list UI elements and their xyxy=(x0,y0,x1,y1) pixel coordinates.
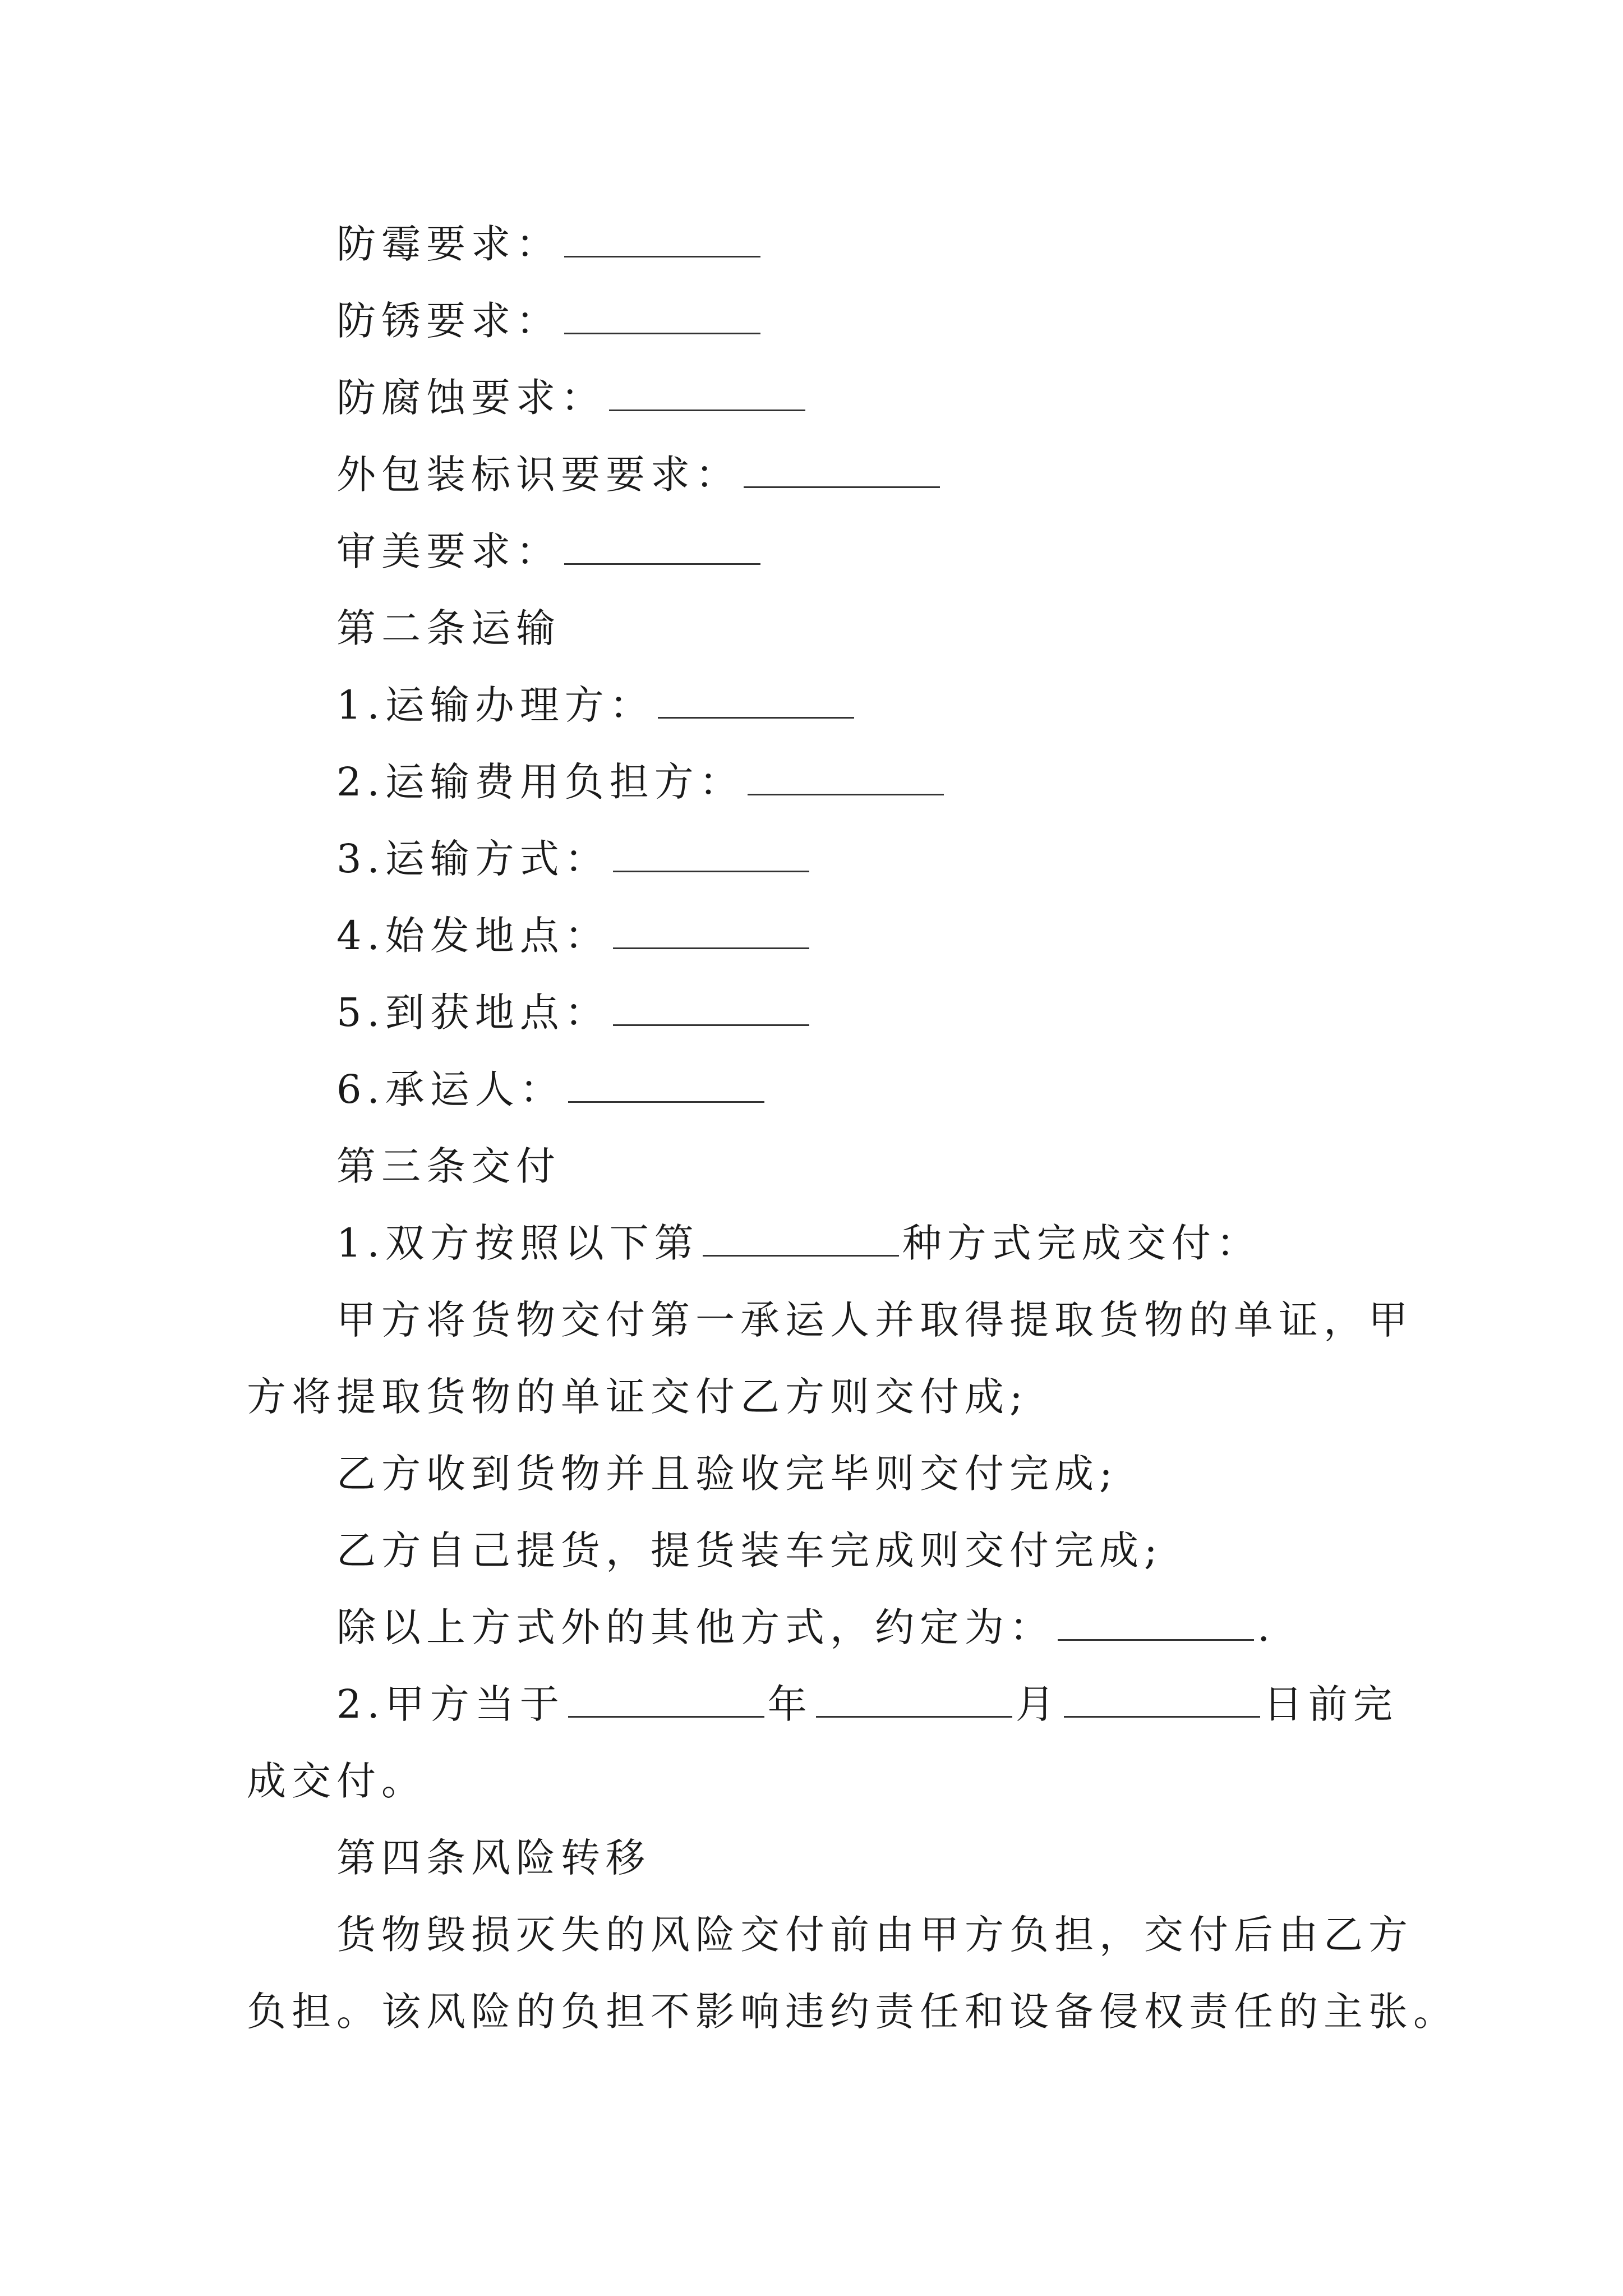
label-rust: 防锈要求： xyxy=(336,298,561,344)
paragraph-text: 甲方将货物交付第一承运人并取得提取货物的单证，甲 xyxy=(336,1297,1413,1343)
origin-place xyxy=(336,910,1469,961)
destination-place xyxy=(336,987,1469,1038)
day-label: 日前完 xyxy=(1263,1681,1398,1727)
paragraph-line xyxy=(247,1756,1380,1806)
requirement-mildew xyxy=(336,219,1469,269)
label-text: 1.运输办理方： xyxy=(336,682,654,728)
paragraph-line xyxy=(247,1372,1380,1422)
transport-method xyxy=(336,834,1469,884)
delivery-date xyxy=(336,1679,1469,1729)
paragraph-line xyxy=(336,1448,1469,1499)
blank-day[interactable] xyxy=(1064,1681,1260,1718)
blank-field[interactable] xyxy=(703,1220,899,1257)
paragraph-text: 负担。该风险的负担不影响违约责任和设备侵权责任的主张。 xyxy=(247,1989,1458,2035)
year-label: 年 xyxy=(767,1681,813,1727)
paragraph-text: 乙方收到货物并且验收完毕则交付完成; xyxy=(336,1451,1118,1497)
blank-field[interactable] xyxy=(613,913,809,949)
carrier xyxy=(336,1064,1469,1115)
label-text: 2.甲方当于 xyxy=(336,1681,565,1727)
requirement-packaging-label xyxy=(336,449,1469,500)
paragraph-line xyxy=(336,1910,1469,1960)
blank-field[interactable] xyxy=(564,298,760,334)
heading-text: 第三条交付 xyxy=(336,1143,561,1189)
paragraph-line xyxy=(336,1525,1469,1576)
blank-year[interactable] xyxy=(568,1681,764,1718)
paragraph-text: 乙方自己提货，提货装车完成则交付完成; xyxy=(336,1527,1163,1573)
label-text: 1.双方按照以下第 xyxy=(336,1220,699,1266)
label-text-suffix: 种方式完成交付： xyxy=(902,1220,1261,1266)
section-heading-delivery xyxy=(336,1141,1469,1191)
blank-field[interactable] xyxy=(609,375,805,411)
period-text: . xyxy=(1257,1604,1276,1650)
blank-field[interactable] xyxy=(1058,1604,1254,1641)
label-text: 6.承运人： xyxy=(336,1066,565,1112)
blank-field[interactable] xyxy=(744,452,940,488)
heading-text: 第四条风险转移 xyxy=(336,1835,651,1881)
label-text: 4.始发地点： xyxy=(336,913,610,959)
blank-field[interactable] xyxy=(564,528,760,565)
blank-field[interactable] xyxy=(748,759,944,795)
label-text: 2.运输费用负担方： xyxy=(336,759,744,805)
blank-field[interactable] xyxy=(613,836,809,872)
heading-text: 第二条运输 xyxy=(336,605,561,651)
paragraph-text: 货物毁损灭失的风险交付前由甲方负担，交付后由乙方 xyxy=(336,1912,1413,1958)
label-corrosion: 防腐蚀要求： xyxy=(336,375,606,421)
other-method xyxy=(336,1602,1469,1653)
label-text: 3.运输方式： xyxy=(336,836,610,882)
section-heading-transport xyxy=(336,603,1469,654)
blank-field[interactable] xyxy=(568,1066,764,1103)
paragraph-line xyxy=(336,1295,1469,1345)
label-text: 除以上方式外的其他方式，约定为： xyxy=(336,1604,1054,1650)
blank-month[interactable] xyxy=(816,1681,1012,1718)
label-aesthetic: 审美要求： xyxy=(336,528,561,574)
paragraph-text: 方将提取货物的单证交付乙方则交付成; xyxy=(247,1374,1029,1420)
paragraph-text: 成交付。 xyxy=(247,1758,426,1804)
paragraph-line xyxy=(247,1986,1458,2037)
month-label: 月 xyxy=(1015,1681,1061,1727)
transport-cost-bearer xyxy=(336,757,1469,807)
section-heading-risk xyxy=(336,1833,1469,1883)
blank-field[interactable] xyxy=(564,221,760,257)
label-mildew: 防霉要求： xyxy=(336,221,561,267)
requirement-corrosion xyxy=(336,372,1469,423)
blank-field[interactable] xyxy=(613,990,809,1026)
requirement-rust xyxy=(336,296,1469,346)
label-packaging: 外包装标识要要求： xyxy=(336,452,740,498)
blank-field[interactable] xyxy=(658,682,854,719)
delivery-method-choice xyxy=(336,1218,1469,1268)
requirement-aesthetic xyxy=(336,526,1469,577)
label-text: 5.到获地点： xyxy=(336,990,610,1036)
transport-handler xyxy=(336,680,1469,730)
